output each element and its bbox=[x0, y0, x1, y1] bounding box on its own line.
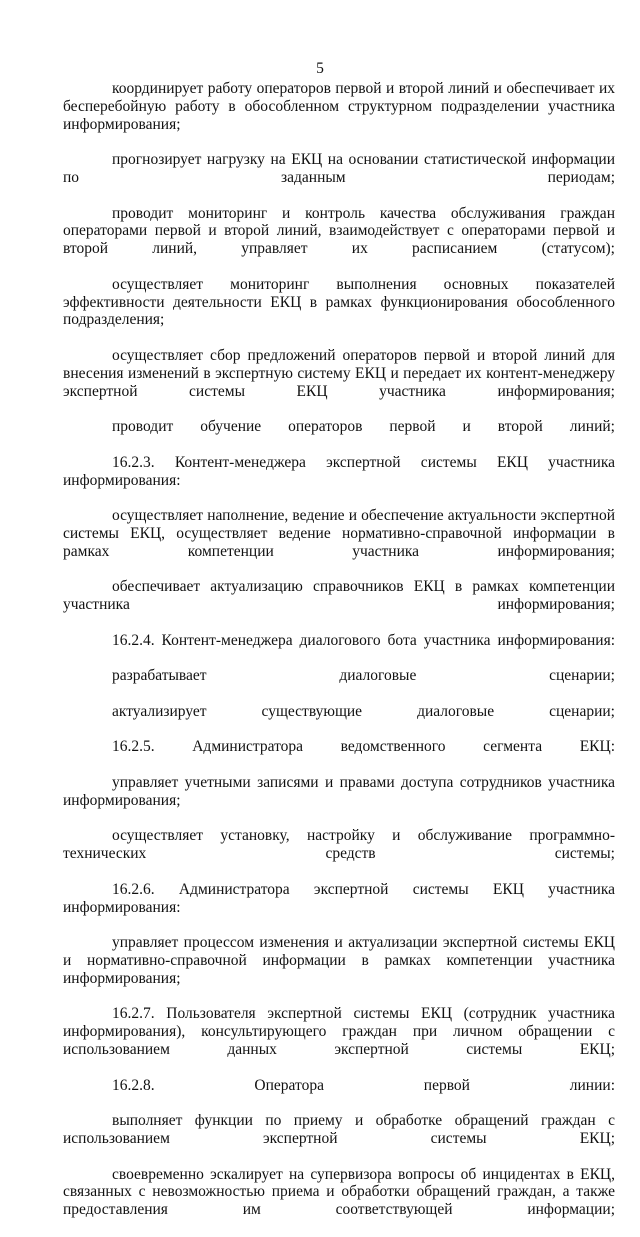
paragraph: актуализирует существующие диалоговые сценарии; bbox=[112, 702, 615, 720]
paragraph: обеспечивает актуализацию справочников ЕКЦ в рамках компетенции участника информирования; bbox=[63, 578, 615, 614]
paragraph: разрабатывает диалоговые сценарии; bbox=[112, 667, 615, 685]
paragraph: осуществляет мониторинг выполнения основных показателей эффективности деятельности ЕКЦ в рамках функционирования обособленного подразделения; bbox=[63, 275, 615, 329]
paragraph: осуществляет сбор предложений операторов первой и второй линий для внесения изменений в экспертную систему ЕКЦ и передает их контент-менеджеру экспертной системы ЕКЦ участника информирования; bbox=[63, 346, 615, 400]
paragraph: управляет процессом изменения и актуализации экспертной системы ЕКЦ и нормативно-справочной информации в рамках компетенции участника информирования; bbox=[63, 934, 615, 987]
paragraph: прогнозирует нагрузку на ЕКЦ на основании статистической информации по заданным периодам; bbox=[63, 151, 615, 186]
page-number: 5 bbox=[316, 60, 324, 77]
paragraph: осуществляет установку, настройку и обслуживание программно-технических средств системы; bbox=[63, 827, 615, 863]
document-body bbox=[63, 80, 615, 1237]
section-heading: 16.2.5. Администратора ведомственного сегмента ЕКЦ: bbox=[112, 738, 615, 756]
section-heading: 16.2.8. Оператора первой линии: bbox=[112, 1076, 615, 1094]
section-heading: 16.2.3. Контент-менеджера экспертной системы ЕКЦ участника информирования: bbox=[63, 453, 615, 489]
paragraph: своевременно эскалирует на супервизора вопросы об инцидентах в ЕКЦ, связанных с невозможностью приема и обработки обращений граждан, а также предоставления им соответствующей информации; bbox=[63, 1165, 615, 1219]
paragraph: управляет учетными записями и правами доступа сотрудников участника информирования; bbox=[63, 774, 615, 809]
paragraph: осуществляет наполнение, ведение и обеспечение актуальности экспертной системы ЕКЦ, осуществляет ведение нормативно-справочной информации в рамках компетенции участника информирования; bbox=[63, 507, 615, 560]
section-heading: 16.2.6. Администратора экспертной системы ЕКЦ участника информирования: bbox=[63, 880, 615, 916]
section-heading: 16.2.7. Пользователя экспертной системы ЕКЦ (сотрудник участника информирования), консультирующего граждан при личном обращении с использованием данных экспертной системы ЕКЦ; bbox=[63, 1005, 615, 1059]
paragraph: выполняет функции по приему и обработке обращений граждан с использованием экспертной системы ЕКЦ; bbox=[63, 1112, 615, 1148]
paragraph: координирует работу операторов первой и второй линий и обеспечивает их бесперебойную работу в обособленном структурном подразделении участника информирования; bbox=[63, 80, 615, 133]
paragraph: проводит обучение операторов первой и второй линий; bbox=[112, 418, 615, 436]
paragraph: проводит мониторинг и контроль качества обслуживания граждан операторами первой и второй линий, взаимодействует с операторами первой и второй линий, управляет их расписанием (статусом); bbox=[63, 204, 615, 258]
section-heading: 16.2.4. Контент-менеджера диалогового бота участника информирования: bbox=[112, 631, 615, 649]
